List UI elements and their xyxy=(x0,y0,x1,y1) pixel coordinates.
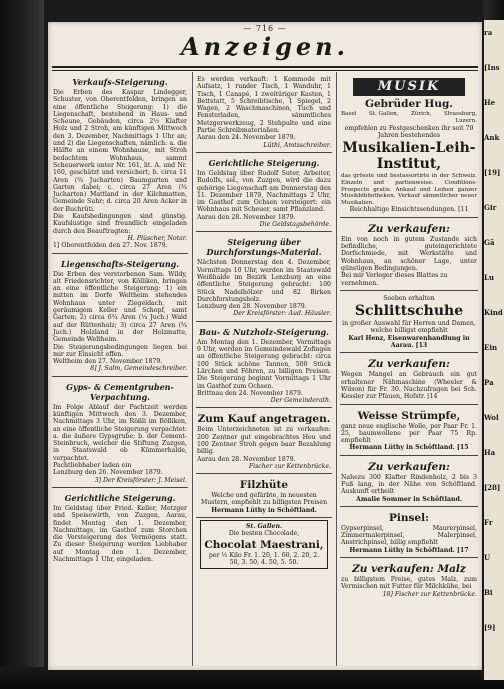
ad-chocolat-maestrani xyxy=(200,520,328,569)
neighbor-fragment: U xyxy=(484,553,491,562)
ad-signer: Hermann Lüthy in Schöftland. xyxy=(211,506,317,514)
ad-body: Welche und gefärbte, in neuesten Mustern, empfiehlt zu billigsten Preisen xyxy=(200,492,328,507)
ad-body: Am Montag den 1. Dezember, Vormittags 9 Uhr, werden im Gemeindewald Zofingen an öffentliche Steigerung gebracht: circa 100 Stück schöne Tannen, 500 Stück Lärchen und Föhren, zu billigen Preisen. Die Steigerung beginnt Vormittags 1 Uhr im Gasthof zum Ochsen. xyxy=(197,338,331,390)
ad-heading: Gerichtliche Steigerung. xyxy=(208,157,320,168)
ad-nutzholz xyxy=(196,324,332,409)
ad-body: Im Geldstag über Rudolf Suter, Arbeiter, Rudolfs, sel., von Zuzgen, wird die dazu gehörige Liegenschaft am Donnerstag den 11. Dezember 1879, Nachmittags 2 Uhr, im Gasthof zum Ochsen versteigert: ein Wohnhaus mit Scheuer, samt Pflanzland. xyxy=(197,169,331,214)
ad-body: das grösste und bestassortirte in der Schweiz. Einzeln und partienweise. Conditions-Prospecte gratis. Ankauf und Leihen ganzer Musikbibliotheken. Verkauf sämmtlicher neuer Musikalien. xyxy=(341,173,477,206)
ad-heading: Filzhüte xyxy=(239,479,289,492)
ad-body: Im Folge Ablauf der Pachtzeit werden künftigen Mittwoch den 3. Dezember, Nachmittags 3 Uhr, im Rößli im Bölliken, an eine öffentliche Steigerung verpachtet: a. die äußere Gypsgrube; b. der Cement-Steinbruch, welcher die Stiftung Zuzgen, in Staatswald ob Kümmerhalde, verpachtet. xyxy=(53,403,187,462)
ad-signer: Hermann Lüthy in Schöftland. [15 xyxy=(349,444,469,452)
ad-body: Im Geldstag über Fried. Keller, Metzger und Speisewirth, von Zuzgen, Aarau, findet Montag den 1. Dezember, Nachmittags, im Gasthof zum Storchen die Versteigerung des Vermögens statt. Zu dieser Steigerung werden Liebhaber auf Montag den 1. Dezember, Nachmittags 1 Uhr, eingeladen. xyxy=(53,504,187,564)
ad-place-date: 1] Oberentfelden den 27. Nov. 1879. xyxy=(53,242,168,250)
column-right xyxy=(340,74,478,666)
ad-signer: Karl Henz, Eisenwarenhandlung in Aarau. [13 xyxy=(348,334,470,350)
ad-heading: Zu verkaufen: xyxy=(368,222,450,235)
ad-heading: Zum Kauf angetragen. xyxy=(197,413,331,426)
page-number: — 716 — xyxy=(243,24,287,33)
column-separator xyxy=(192,72,193,666)
ad-tagline: empfehlen zu Festgeschenken ihr seit 70 Jahren bestehendes xyxy=(344,124,474,140)
city-list: Basel St. Gallen, Zürich, Strassburg, xyxy=(341,111,477,117)
neighbor-fragment: [28] xyxy=(484,483,501,492)
neighbor-fragment: Pa xyxy=(484,378,494,387)
neighbor-page-strip xyxy=(484,20,504,680)
ad-body: Gypserpinsel, Maurerpinsel, Zimmermalerpinsel, Malerpinsel, Anstrichpinsel, billig empfiehlt xyxy=(341,524,477,547)
ad-heading: Verkaufs-Steigerung. xyxy=(72,77,168,87)
ad-zu-verkaufen-schmiede xyxy=(340,220,478,291)
column-left xyxy=(52,74,188,666)
ad-gerichtliche-steigerung-2 xyxy=(196,155,332,232)
ad-body: Wegen Mangel an Gebrauch ein gut erhaltener Nähmaschine (Wheeler & Wilson) für Fr. 30. Nachzufragen bei Sch. Kessler zur Pfauen, Hofstr. [14 xyxy=(341,371,477,401)
ad-schlittschuhe xyxy=(340,293,478,353)
neighbor-fragment: Lu xyxy=(484,273,495,282)
ad-footer: Reichhaltige Einsichtssendungen. [11 xyxy=(349,206,469,214)
ad-heading: Bau- & Nutzholz-Steigerung. xyxy=(199,326,329,337)
ad-heading: Gerichtliche Steigerung. xyxy=(64,492,176,503)
ad-signer: Hermann Lüthy in Schöftland. [17 xyxy=(349,546,469,554)
ad-heading: Zu verkaufen: Malz xyxy=(352,563,466,576)
ad-place-date: Aarau den 28. November 1879. xyxy=(197,213,296,221)
ad-footer: Bei mir Verleger dieses Blattes zu vernehmen. xyxy=(341,272,448,287)
ad-signer: Fischer zur Kettenbrücke. xyxy=(248,462,331,470)
ad-signer: H. Plüscher, Notar. xyxy=(127,234,187,242)
ad-signer: Lüthi, Amtsschreiber. xyxy=(263,141,331,149)
neighbor-fragment: [9] xyxy=(484,623,496,632)
ad-verkauf-moebel xyxy=(196,74,332,153)
page-title: Anzeigen. xyxy=(181,32,349,61)
ad-signer: 18] Fischer zur Kettenbrücke. xyxy=(382,590,477,598)
neighbor-fragment: Kind xyxy=(484,308,503,317)
ad-verkaufs-steigerung xyxy=(52,74,188,254)
ad-headline: Musikalien-Leih-Institut, xyxy=(342,140,476,173)
ad-weisse-struempfe xyxy=(340,407,478,456)
ad-liegenschafts-steigerung xyxy=(52,256,188,377)
neighbor-fragment: [Ins xyxy=(484,63,500,72)
newspaper-page xyxy=(48,22,482,670)
ad-heading: Steigerung über Durchforstungs-Material. xyxy=(206,237,322,258)
neighbor-fragment: He xyxy=(484,98,496,107)
scan-left-edge xyxy=(0,0,44,689)
ad-durchforstung xyxy=(196,234,332,321)
price-list: per ½ Kilo Fr. 1. 20, 1. 60, 2. 20, 2. 50, 3. 50, 4. 50, 5. 50. xyxy=(208,551,320,566)
ad-heading: Soeben erhalten xyxy=(383,294,435,302)
ad-body: Die Erben des verstorbenen Sam. Wildy, alt Friedensrichter, von Kölliken, bringen an eine öffentliche Steigerung: 1) ein mitten im Dorfe Weltheim stehendes Wohnhaus unter Ziegeldach, mit geräumigem Keller und Schopf, samt Garten; 2) circa 6¾ Aren (¼ Juch.) Wald auf der Rüttenholz; 3) circa 27 Aren (¾ Juch.) Holzland in der Holzmatte, Gemeinde Weltheim. xyxy=(53,270,187,344)
ad-zu-verkaufen-rinde xyxy=(340,458,478,507)
ad-signer: 3] Der Kreisförster: J. Meisel. xyxy=(94,476,187,484)
ad-body: Die Erben des Kaspar Lindegger, Schuster, von Oberentfelden, bringen an eine öffentliche Steigerung: 1) die Liegenschaft, bestehend in Haus- und Scheune, Gebäuden, circa 2½ Klafter Holz und 2 Stroh, am künftigen Mittwoch den 3. Dezember, Nachmittags 1 Uhr an; und 2) die Liegenschaften, nämlich: a. die Hälfte an einem Wohnhause, mit Stroh bedachtem Wohnhaus, sammt Scheuerwerk unter Nr. 161, lit. A. und Nr. 160, geschätzt und versichert; b. circa 11 Aren (¾ Jucharten) Baumgarten und Garten dabei; c. circa 27 Aren (¾ Jucharten) Mattland in der Kilchmatten, Gemeinde Suhr; d. circa 20 Aren Acker in der Buchrüti. xyxy=(53,89,187,213)
column-separator xyxy=(336,72,337,666)
ad-place-date: Weltheim den 27. November 1879. xyxy=(53,358,163,366)
ad-signer: Der Gemeinderath. xyxy=(270,397,331,405)
ad-signer: Der Kreisförster: Aud. Häusler. xyxy=(233,310,331,318)
ad-heading: Zu verkaufen: xyxy=(368,460,450,473)
scan-bottom-edge xyxy=(0,667,504,689)
ad-body: Beim Unterzeichneten ist zu verkaufen: 200 Zentner gut eingebrachtes Heu und 100 Zentner Stroh gegen baar Bezahlung billig. xyxy=(197,426,331,456)
brand-name: Chocolat Maestrani, xyxy=(204,538,324,551)
ad-gerichtliche-steigerung xyxy=(52,490,188,566)
ad-filzhuete xyxy=(196,476,332,518)
title-rule-thin xyxy=(52,70,478,71)
neighbor-fragment: Wol xyxy=(484,413,499,422)
title-rule xyxy=(52,66,478,68)
ad-footer: Die Kaufsbedingungen sind günstig. Kaufslustige sind freundlich eingeladen durch den Beauftragten: xyxy=(53,213,187,235)
neighbor-fragment: [19] xyxy=(484,168,501,177)
ad-place-date: Aarau den 24. November 1879. xyxy=(197,134,296,142)
ad-footer: Pachtliebhaber laden ein xyxy=(53,462,132,470)
ad-body: Ein von noch in gutem Zustande sich befindliche, guteingerichtete Dorfschmiede, mit Werkstätte und Wohnhaus, an schöner Lage, unter günstigen Bedingungen. xyxy=(341,235,477,272)
ad-signer: 8] J. Salm, Gemeindeschreiber. xyxy=(90,365,187,373)
ad-place-date: Lenzburg den 26. November 1879. xyxy=(53,469,163,477)
ad-heading: Pinsel: xyxy=(389,511,429,524)
ad-signer: Die Geldstagsbehörde. xyxy=(259,221,331,229)
neighbor-fragment: Fr xyxy=(484,518,493,527)
ad-place-date: Lenzburg den 28. November 1879. xyxy=(197,303,307,311)
ad-signer: Amalie Sommer in Schöftland. xyxy=(356,495,462,503)
ad-place-date: Aarau den 28. November 1879. xyxy=(197,455,296,463)
ad-zum-kauf xyxy=(196,410,332,474)
neighbor-fragment: Ein xyxy=(484,343,498,352)
neighbor-fragment: Ank xyxy=(484,133,500,142)
ad-pinsel xyxy=(340,509,478,558)
neighbor-fragment: Bi xyxy=(484,588,493,597)
ad-body: in großer Auswahl für Herren und Damen, welche billigst empfiehlt xyxy=(342,320,476,335)
ad-naehmaschine xyxy=(340,355,478,404)
ad-body: ganz neue englische Wolle, per Paar Fr. 1. 25, baumwollene per Paar 75 Rp. empfiehlt xyxy=(341,422,477,445)
ad-gebrueder-hug xyxy=(340,74,478,218)
musik-logo: MUSIK xyxy=(353,78,465,96)
ad-body: Es werden verkauft: 1 Kommode mit Aufsatz, 1 runder Tisch, 1 Wanduhr, 1 Tisch, 1 Canapé, 1 zweitüriger Kasten, 1 Bettstatt, 5 Schreibtische, 1 Spiegel, 2 Wagen, 2 Waschmaschinen, Tuch und Fensterladen, sämmtliches Metzgerwerkzeug, 2 Stehpulte und eine Partie Schreibmaterialien. xyxy=(197,76,331,135)
neighbor-fragment: Gä xyxy=(484,238,495,247)
ad-headline: Schlittschuhe xyxy=(354,303,464,320)
neighbor-fragment: Gir xyxy=(484,203,497,212)
ad-heading: Liegenschafts-Steigerung. xyxy=(60,258,180,269)
ad-gyps-verpachtung xyxy=(52,379,188,488)
ad-heading: Gyps- & Cementgruben-Verpachtung. xyxy=(66,381,174,402)
firm-name: Gebrüder Hug. xyxy=(365,98,453,110)
neighbor-fragment: ra xyxy=(484,28,493,37)
ad-footer: Die Steigerungsbedingungen liegen bei mir zur Einsicht offen. xyxy=(53,343,187,358)
ad-body: zu billigstem Preise, gutes Malz, zum Vermischen mit Futter für Milchkühe, bei xyxy=(341,576,477,591)
city-extra: Luzern. xyxy=(455,118,477,125)
ad-heading: St. Gallen. xyxy=(245,523,283,531)
ad-place-date: Brittnau den 24. November 1879. xyxy=(197,389,303,397)
ad-heading: Weisse Strümpfe, xyxy=(357,409,461,422)
ad-body: Nächsten Donnerstag den 4. Dezember, Vormittags 10 Uhr, werden im Staatswald Weißhalde im Bezirk Lenzburg an eine öffentliche Steigerung gebracht: 100 Stück Nadelhölzer und 82 Birken Durchforstungsholz. xyxy=(197,259,331,303)
ad-subheading: Die besten Chocolade, xyxy=(228,530,300,538)
column-middle xyxy=(196,74,332,666)
neighbor-fragment: Ha xyxy=(484,448,496,457)
ad-body: Nahezu 300 Klafter Rindenholz, 2 bis 3 Fuß lang, in der Nähe von Schöftland. Auskunft ertheilt xyxy=(341,473,477,496)
ad-heading: Zu verkaufen: xyxy=(368,358,450,371)
ad-malz xyxy=(340,560,478,601)
